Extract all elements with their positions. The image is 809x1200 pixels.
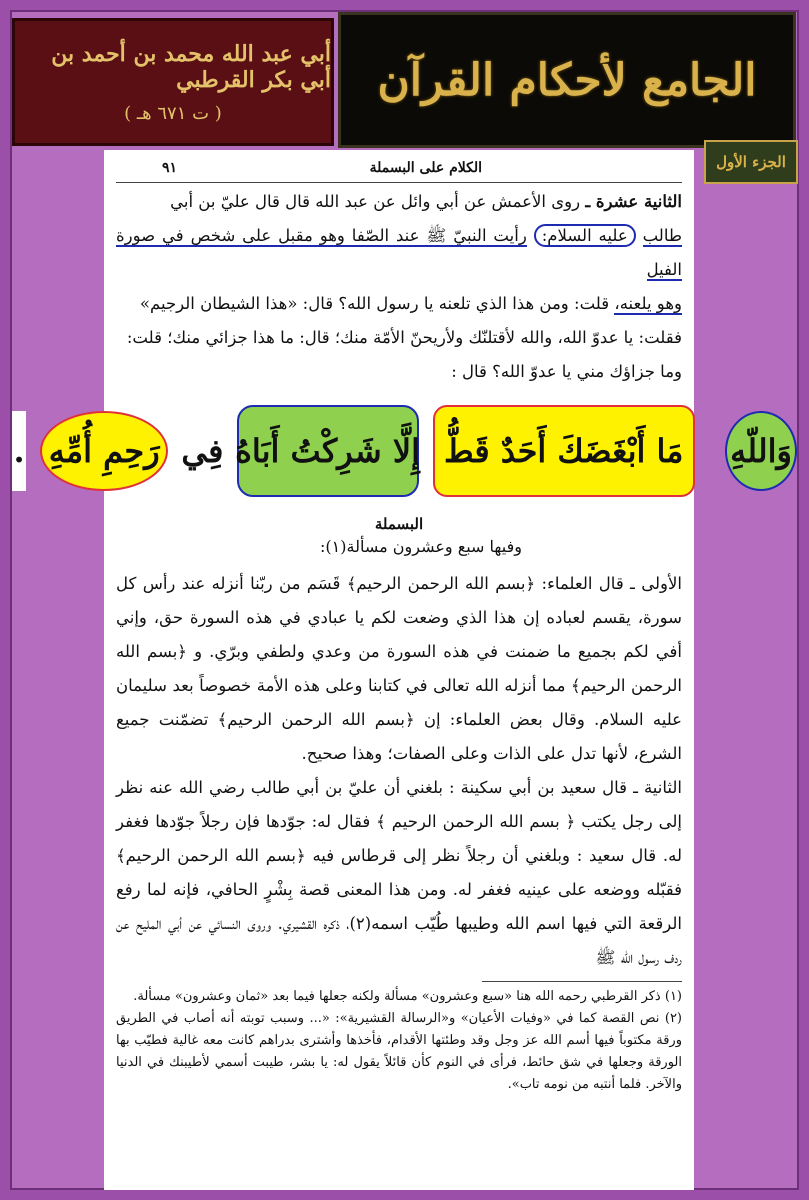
volume-badge: الجزء الأول: [704, 140, 798, 184]
hadith-line-1: روى الأعمش عن أبي وائل عن عبد الله قال قال عليّ بن أبي: [170, 192, 581, 211]
hadith-line-3b: قلت: ومن هذا الذي تلعنه يا رسول الله؟ قال: «هذا الشيطان الرجيم»: [139, 294, 610, 313]
author-name: أبي عبد الله محمد بن أحمد بن أبي بكر القرطبي: [51, 40, 331, 93]
hadith-line-2b: رأيت النبيّ ﷺ عند الصّفا وهو مقبل على شخص في صورة الفيل: [116, 226, 682, 279]
highlighted-quote-band: [12, 403, 797, 499]
book-title-banner: [338, 12, 796, 148]
author-death-date: ( ت ٦٧١ هـ ): [124, 102, 222, 124]
book-page: [104, 150, 694, 1190]
basmala-paragraph-2: الثانية ـ قال سعيد بن أبي سكينة : بلغني أن عليّ بن أبي طالب رضي الله عنه نظر إلى رجل يكتب ﴿ بسم الله الرحمن الرحيم ﴾ فقال له: جوّدها فإن رجلاً جوّدها فغفر له. قال سعيد : وبلغني أن رجلاً نظر إلى قرطاس فيه ﴿بسم الله الرحمن الرحيم﴾ فقبّله ووضعه على عينيه فغفر له. ومن هذا المعنى قصة بِشْرٍ الحافي، فإنه لما رفع الرقعة التي فيها اسم الله وطيبها طُيّب اسمه(٢)، ذكره القشيري. وروى النسائي عن أبي المليح عن ردف رسول الله ﷺ: [116, 778, 682, 967]
basmala-paragraph-1: الأولى ـ قال العلماء: ﴿بسم الله الرحمن الرحيم﴾ قَسَم من ربّنا أنزله عند رأس كل سورة، يقسم لعباده إن هذا الذي وضعت لكم يا عبادي في هذه السورة حق، وإني أفي لكم بجميع ما ضمنت في هذه السورة من وعدي ولطفي وبرّي. و ﴿بسم الله الرحمن الرحيم﴾ مما أنزله الله تعالى في كتابنا وعلى هذه الأمة خصوصاً بعد سليمان عليه السلام. وقال بعض العلماء: إن ﴿بسم الله الرحمن الرحيم﴾ تضمّنت جميع الشرع، لأنها تدل على الذات وعلى الصفات؛ وهذا صحيح.: [116, 574, 682, 763]
running-title: الكلام على البسملة: [369, 160, 482, 176]
quote-segment-5: رَحِمِ أُمِّهِ: [40, 411, 168, 491]
quote-segment-2: مَا أَبْغَضَكَ أَحَدٌ قَطُّ: [433, 405, 695, 497]
book-title: الجامع لأحكام القرآن: [377, 54, 757, 106]
footnote-rule: [482, 981, 682, 982]
page-number: ٩١: [162, 160, 178, 176]
highlight-oval: عليه السلام:: [534, 224, 636, 247]
hadith-paragraph: [116, 185, 682, 389]
quote-segment-6: .: [12, 411, 26, 491]
section-title: البسملة: [374, 515, 424, 533]
hadith-line-3a: وهو يلعنه،: [614, 294, 682, 313]
author-banner: [12, 18, 334, 146]
issue-lead: الثانية عشرة ـ: [585, 192, 682, 211]
quote-segment-3: إِلَّا شَرِكْتُ أَبَاهُ: [237, 405, 419, 497]
running-head: [116, 154, 682, 183]
quote-segment-4: فِي: [182, 411, 222, 491]
footnote-2: (٢) نص القصة كما في «وفيات الأعيان» و«الرسالة القشيرية»: «... وسبب توبته أنه أصاب في الطريق ورقة مكتوباً فيها أسم الله عز وجل وقد وطئتها الأقدام، فأخذها وأشترى بدراهم كانت معه غالية فطيّب بها الورقة وجعلها في شق حائط، فرأى في النوم كأن قائلاً يقول له: يا بشر، طيبت أسمي لأطيبنك في الدنيا والآخر. فلما أنتبه من نومه تاب».: [116, 1011, 682, 1092]
section-subtitle: وفيها سبع وعشرون مسألة(١):: [320, 537, 522, 556]
hadith-line-4: فقلت: يا عدوّ الله، والله لأقتلنّك ولأريحنّ الأمّة منك؛ قال: ما هذا جزائي منك؛ قلت:: [126, 328, 682, 347]
footnote-1: (١) ذكر القرطبي رحمه الله هنا «سبع وعشرون» مسألة ولكنه جعلها فيما بعد «ثمان وعشرون» مسألة.: [133, 989, 682, 1004]
quote-segment-1: وَاللّهِ: [725, 411, 797, 491]
hadith-line-5: وما جزاؤك مني يا عدوّ الله؟ قال :: [451, 362, 682, 381]
hadith-line-2a: طالب: [642, 226, 682, 245]
